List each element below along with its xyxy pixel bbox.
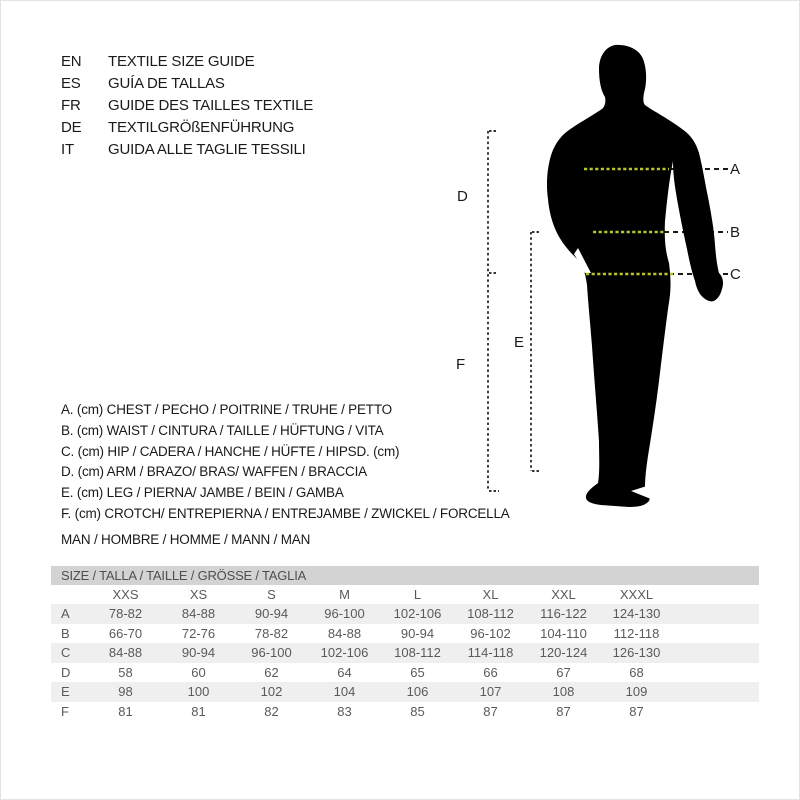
size-value: 78-82	[254, 625, 289, 641]
language-code: DE	[61, 119, 82, 136]
measurement-legend-row: F. (cm) CROTCH/ ENTREPIERNA / ENTREJAMBE / ZWICKEL / FORCELLA	[61, 505, 510, 521]
size-value: 66-70	[108, 625, 143, 641]
guide-title-text: GUIDA ALLE TAGLIE TESSILI	[108, 141, 306, 158]
language-code: ES	[61, 75, 81, 92]
size-value: 72-76	[181, 625, 216, 641]
size-value: 124-130	[612, 606, 661, 621]
language-title-row	[61, 95, 313, 117]
guide-title-text: TEXTILGRÖßENFÜHRUNG	[108, 119, 295, 136]
language-title-row	[61, 139, 313, 161]
size-table-column-headers	[51, 585, 759, 604]
table-row	[51, 624, 759, 644]
size-value: 102-106	[320, 645, 369, 660]
row-measure-label: C	[61, 645, 71, 660]
label-chest-A: A	[730, 161, 741, 178]
size-value: 90-94	[254, 606, 289, 621]
size-value: 81	[191, 703, 206, 719]
size-value: 102-106	[393, 606, 442, 621]
man-measurement-diagram	[441, 31, 771, 521]
size-value: 84-88	[181, 606, 216, 621]
size-value: 102	[260, 684, 283, 699]
size-value: 112-118	[613, 625, 660, 641]
language-title-block	[61, 51, 313, 161]
size-value: 62	[264, 664, 279, 680]
language-title-row	[61, 51, 313, 73]
row-measure-label: B	[61, 625, 70, 641]
row-measure-label: E	[61, 684, 70, 699]
language-code: EN	[61, 53, 82, 70]
size-value: 58	[118, 664, 133, 680]
size-value: 82	[264, 703, 279, 719]
size-column-header: XXS	[112, 587, 139, 602]
size-column-header: L	[413, 587, 422, 602]
size-table	[51, 566, 759, 721]
size-value: 108	[552, 684, 575, 699]
guide-title-text: GUIDE DES TAILLES TEXTILE	[108, 97, 314, 114]
size-value: 85	[410, 703, 425, 719]
size-value: 104-110	[540, 625, 587, 641]
size-value: 83	[337, 703, 352, 719]
size-value: 96-100	[251, 645, 292, 660]
size-value: 108-112	[394, 645, 441, 660]
language-code: FR	[61, 97, 81, 114]
language-code: IT	[61, 141, 74, 158]
size-column-header: XXXL	[619, 587, 654, 602]
label-arm-D: D	[457, 188, 468, 205]
size-value: 67	[556, 664, 571, 680]
size-value: 87	[483, 703, 498, 719]
size-value: 66	[483, 664, 498, 680]
row-measure-label: D	[61, 664, 71, 680]
gender-line: MAN / HOMBRE / HOMME / MANN / MAN	[61, 532, 311, 547]
table-row	[51, 643, 759, 663]
guide-title-text: TEXTILE SIZE GUIDE	[108, 53, 255, 70]
table-row	[51, 663, 759, 683]
size-value: 114-118	[467, 645, 514, 660]
label-waist-B: B	[730, 224, 741, 241]
size-value: 107	[479, 684, 502, 699]
size-value: 108-112	[467, 606, 514, 621]
size-value: 116-122	[540, 606, 587, 621]
measurement-legend-row: E. (cm) LEG / PIERNA/ JAMBE / BEIN / GAMBA	[61, 485, 344, 501]
size-value: 87	[629, 703, 644, 719]
measurement-legend-row: B. (cm) WAIST / CINTURA / TAILLE / HÜFTUNG / VITA	[61, 422, 384, 438]
size-value: 96-100	[324, 606, 365, 621]
measurement-legend-row: D. (cm) ARM / BRAZO/ BRAS/ WAFFEN / BRACCIA	[61, 464, 367, 480]
size-value: 104	[333, 684, 356, 699]
label-crotch-F: F	[456, 356, 466, 373]
size-value: 84-88	[108, 645, 143, 660]
size-column-header: XXL	[551, 587, 576, 602]
label-hip-C: C	[730, 266, 741, 283]
guide-title-text: GUÍA DE TALLAS	[108, 75, 225, 92]
size-value: 98	[118, 684, 133, 699]
size-value: 78-82	[108, 606, 143, 621]
man-silhouette	[547, 45, 723, 507]
label-leg-E: E	[514, 334, 525, 351]
table-row	[51, 682, 759, 702]
size-value: 100	[187, 684, 210, 699]
size-value: 90-94	[181, 645, 216, 660]
size-value: 87	[556, 703, 571, 719]
size-value: 84-88	[327, 625, 362, 641]
measurement-legend-row: A. (cm) CHEST / PECHO / POITRINE / TRUHE / PETTO	[61, 402, 392, 417]
size-value: 68	[629, 664, 644, 680]
size-column-spacer	[51, 585, 89, 604]
language-title-row	[61, 73, 313, 95]
size-value: 65	[410, 664, 425, 680]
size-value: 60	[191, 664, 206, 680]
row-measure-label: A	[61, 606, 70, 621]
size-value: 126-130	[612, 645, 661, 660]
size-column-header: XL	[482, 587, 499, 602]
row-measure-label: F	[61, 703, 69, 719]
size-column-header: M	[339, 587, 350, 602]
size-column-header: S	[267, 587, 276, 602]
size-value: 120-124	[539, 645, 588, 660]
language-title-row	[61, 117, 313, 139]
size-value: 81	[118, 703, 133, 719]
size-table-title: SIZE / TALLA / TAILLE / GRÖSSE / TAGLIA	[51, 566, 759, 585]
size-value: 64	[337, 664, 352, 680]
size-value: 109	[625, 684, 648, 699]
size-column-header: XS	[189, 587, 208, 602]
size-table-body	[51, 604, 759, 721]
size-value: 96-102	[470, 625, 511, 641]
table-row	[51, 702, 759, 722]
size-value: 90-94	[400, 625, 435, 641]
table-row	[51, 604, 759, 624]
measurement-legend-row: C. (cm) HIP / CADERA / HANCHE / HÜFTE / HIPSD. (cm)	[61, 443, 400, 459]
size-value: 106	[406, 684, 429, 699]
